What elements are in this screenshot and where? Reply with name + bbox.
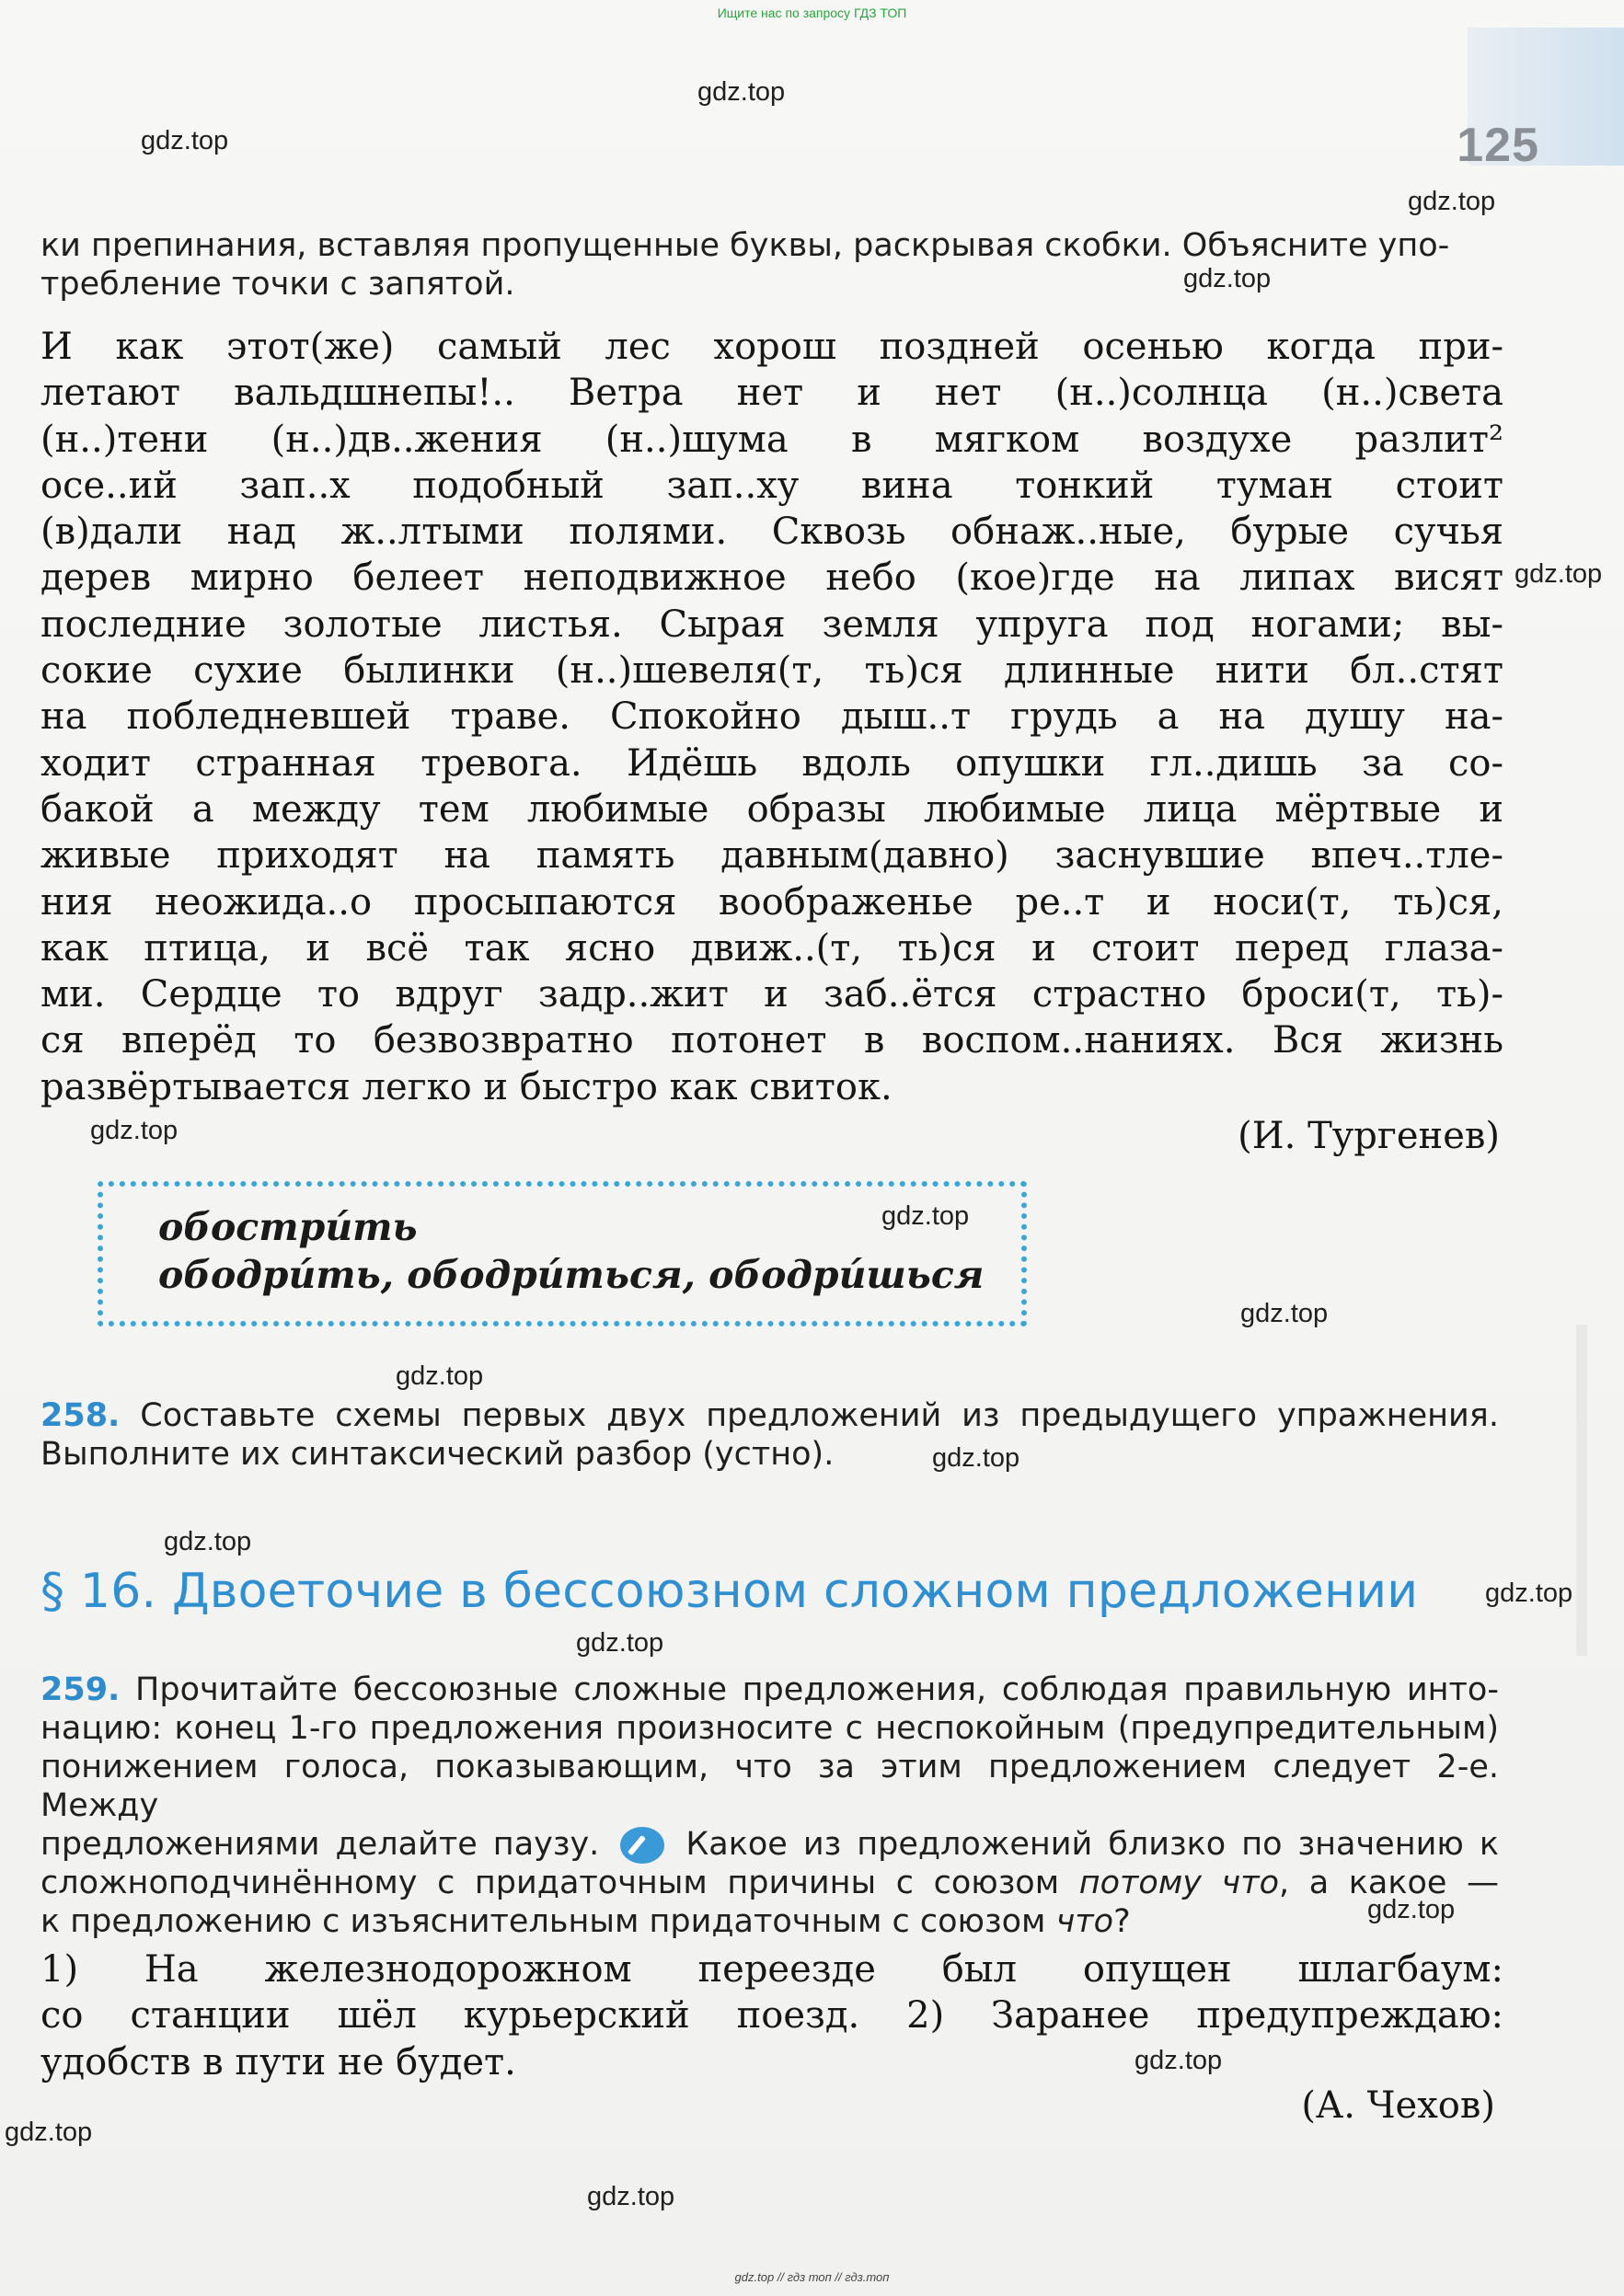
exercise-text: Выполните их синтаксический разбор (устно). — [40, 1436, 835, 1473]
text-line: бакой а между тем любимые образы любимые лица мёртвые и — [40, 787, 1503, 831]
watermark: gdz.top — [1134, 2046, 1223, 2075]
watermark: gdz.top — [5, 2118, 93, 2147]
text-line: летают вальдшнепы!.. Ветра нет и нет (н..)солнца (н..)света — [40, 372, 1503, 415]
text-line: удобств в пути не будет. — [40, 2040, 516, 2084]
top-banner[interactable]: Ищите нас по запросу ГДЗ ТОП — [717, 6, 907, 20]
exercise-text: Прочитайте бессоюзные сложные предложения, соблюдая правильную инто- — [135, 1671, 1499, 1708]
example-text — [40, 1946, 1503, 2085]
exercise-259 — [40, 1670, 1499, 1941]
text-line: со станции шёл курьерский поезд. 2) Заранее предупреждаю: — [40, 1994, 1503, 2038]
text-line: ходит странная тревога. Идёшь вдоль опушки гл..дишь за со- — [40, 741, 1503, 785]
text-line: ния неожида..о просыпаются воображенье ре..т и носи(т, ть)ся, — [40, 880, 1503, 924]
page-number: 125 — [1457, 119, 1539, 172]
exercise-text: к предложению с изъяснительным придаточным с союзом — [40, 1903, 1056, 1940]
section-title: § 16. Двоеточие в бессоюзном сложном предложении — [40, 1564, 1419, 1619]
text-line: И как этот(же) самый лес хорош поздней осенью когда при- — [40, 326, 1503, 368]
watermark: gdz.top — [932, 1443, 1020, 1473]
main-text — [40, 324, 1503, 1110]
text-line: развёртывается легко и быстро как свиток. — [40, 1065, 893, 1108]
exercise-text: , а какое — — [1279, 1865, 1499, 1901]
exercise-number: 259. — [40, 1671, 121, 1708]
vocabulary-line: обострúть — [158, 1205, 418, 1249]
watermark: gdz.top — [587, 2182, 675, 2211]
text-line: живые приходят на память давным(давно) заснувшие впеч..тле- — [40, 834, 1503, 878]
watermark: gdz.top — [697, 77, 786, 107]
text-line: осе..ий зап..х подобный зап..ху вина тонкий туман стоит — [40, 464, 1503, 507]
intro-line: требление точки с запятой. — [40, 266, 515, 303]
text-line: сокие сухие былинки (н..)шевеля(т, ть)ся длинные нити бл..стят — [40, 649, 1503, 693]
text-line: дерев мирно белеет неподвижное небо (кое)где на липах висят — [40, 557, 1503, 600]
watermark: gdz.top — [164, 1527, 252, 1556]
exercise-text: предложениями делайте паузу. — [40, 1826, 600, 1863]
watermark: gdz.top — [1367, 1895, 1456, 1924]
exercise-text: понижением голоса, показывающим, что за этим предложением следует 2-е. Между — [40, 1749, 1499, 1824]
watermark: gdz.top — [1183, 264, 1272, 293]
text-line: ми. Сердце то вдруг задр..жит и заб..ётся страстно броси(т, ть)- — [40, 973, 1503, 1016]
watermark: gdz.top — [1408, 187, 1496, 216]
pencil-task-icon — [620, 1827, 664, 1864]
watermark: gdz.top — [1240, 1299, 1329, 1328]
exercise-italic: потому что — [1078, 1865, 1279, 1901]
exercise-number: 258. — [40, 1397, 121, 1434]
exercise-text: Составьте схемы первых двух предложений из предыдущего упражнения. — [140, 1397, 1499, 1434]
watermark: gdz.top — [141, 126, 229, 155]
vocabulary-box — [98, 1181, 1027, 1326]
watermark: gdz.top — [576, 1628, 664, 1658]
bottom-banner[interactable]: gdz.top // гдз топ // гдз.топ — [734, 2270, 890, 2284]
exercise-text: ? — [1113, 1903, 1131, 1940]
watermark: gdz.top — [90, 1116, 179, 1145]
main-author: (И. Тургенев) — [1238, 1115, 1500, 1157]
exercise-258 — [40, 1396, 1499, 1474]
exercise-italic: что — [1055, 1903, 1114, 1940]
intro-line: ки препинания, вставляя пропущенные буквы, раскрывая скобки. Объясните упо- — [40, 227, 1450, 264]
exercise-intro — [40, 226, 1499, 304]
exercise-text: Какое из предложений близко по значению к — [685, 1826, 1499, 1863]
exercise-text: нацию: конец 1-го предложения произносите с неспокойным (предупредительным) — [40, 1710, 1499, 1747]
text-line: (в)дали над ж..лтыми полями. Сквозь обнаж..ные, бурые сучья — [40, 511, 1503, 554]
exercise-text: сложноподчинённому с придаточным причины с союзом — [40, 1865, 1079, 1901]
text-line: 1) На железнодорожном переезде был опущен шлагбаум: — [40, 1948, 1503, 1991]
vocabulary-line: ободрúть, ободрúться, ободрúшься — [158, 1253, 985, 1297]
scan-shadow — [1576, 1325, 1587, 1656]
text-line: последние золотые листья. Сырая земля упруга под ногами; вы- — [40, 603, 1503, 646]
example-author: (А. Чехов) — [1301, 2084, 1495, 2127]
text-line: ся вперёд то безвозвратно потонет в воспом..наниях. Вся жизнь — [40, 1019, 1503, 1062]
text-line: на побледневшей траве. Спокойно дыш..т грудь а на душу на- — [40, 695, 1503, 739]
watermark: gdz.top — [881, 1201, 970, 1231]
watermark: gdz.top — [1485, 1578, 1573, 1608]
text-line: как птица, и всё так ясно движ..(т, ть)ся и стоит перед глаза- — [40, 926, 1503, 970]
text-line: (н..)тени (н..)дв..жения (н..)шума в мягком воздухе разлит² — [40, 418, 1503, 461]
watermark: gdz.top — [1515, 559, 1603, 589]
watermark: gdz.top — [396, 1361, 484, 1391]
